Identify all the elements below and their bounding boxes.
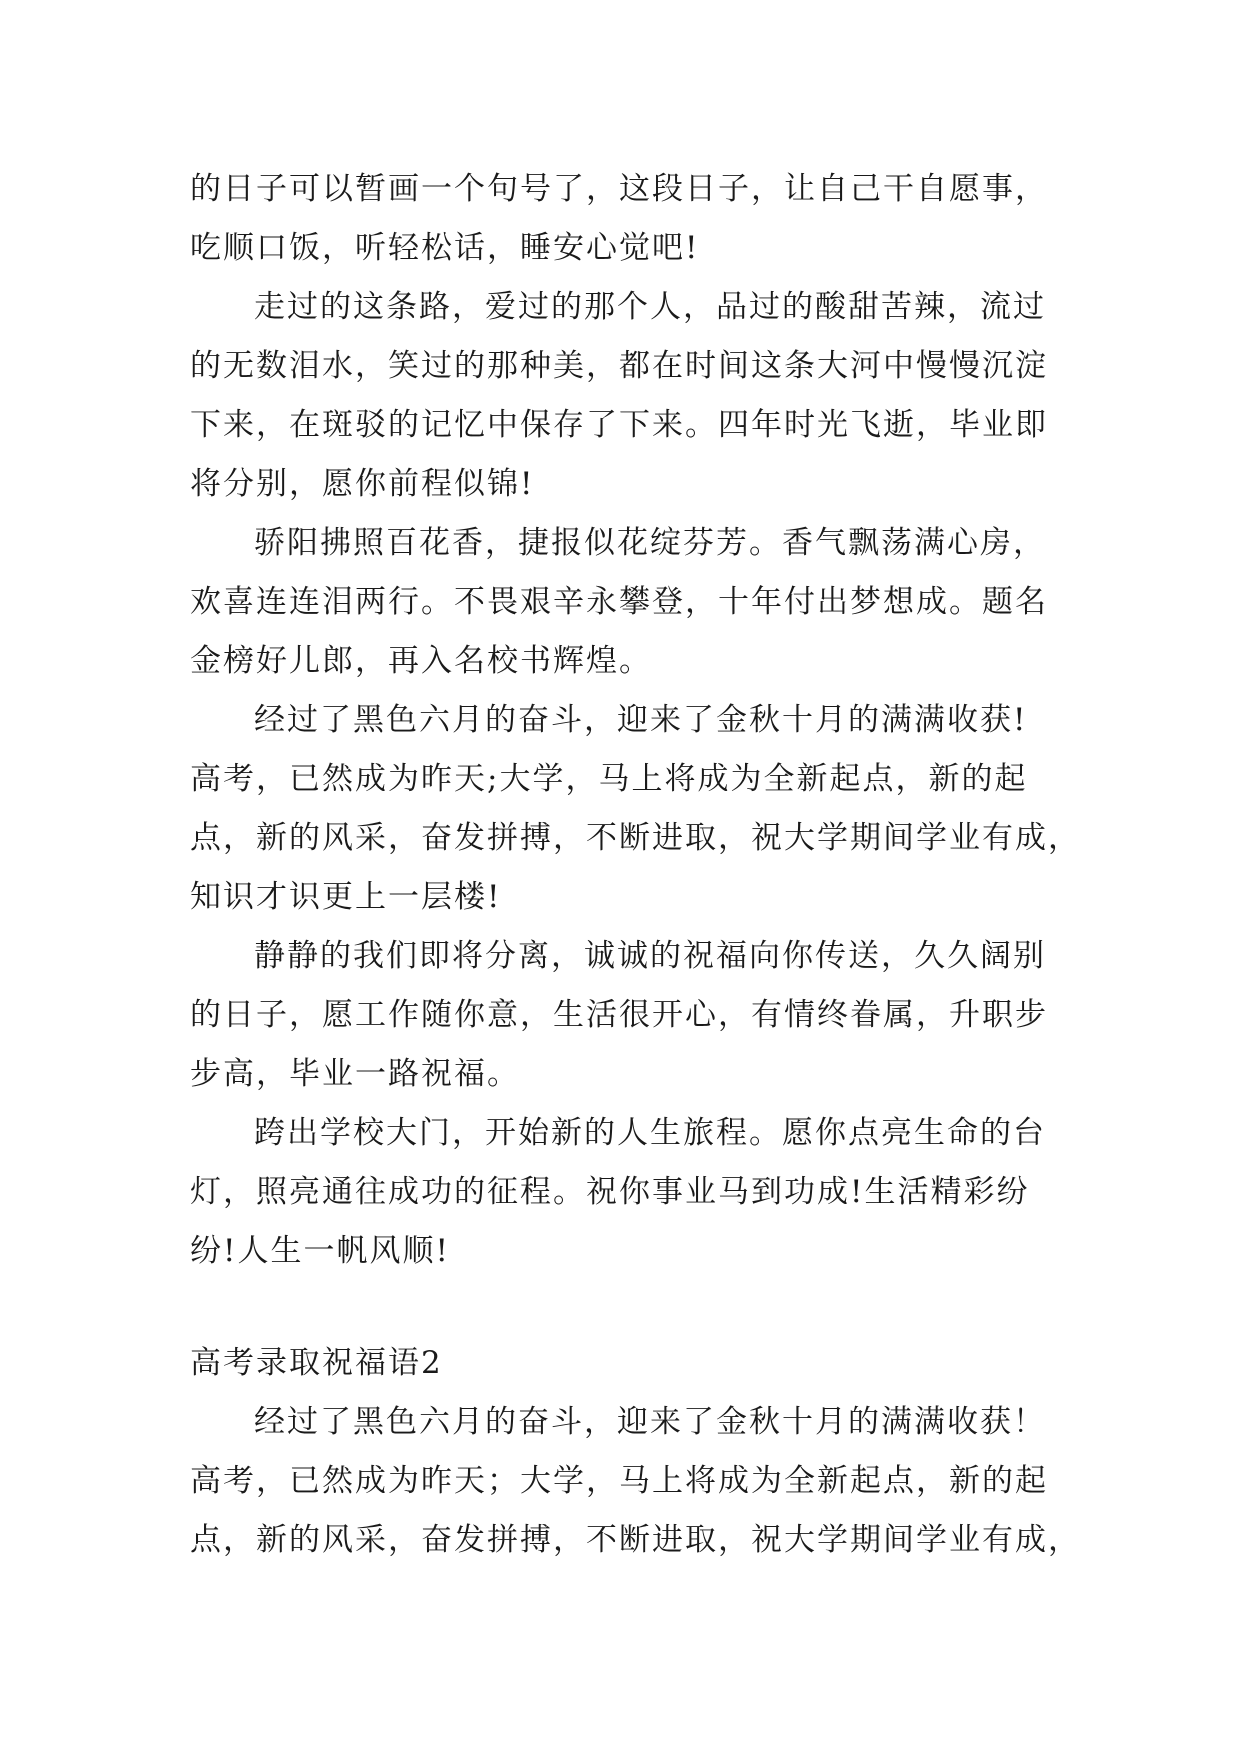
paragraph-start-line: 走过的这条路，爱过的那个人，品过的酸甜苦辣，流过 <box>254 289 1046 325</box>
document-page <box>190 160 1081 1570</box>
text-line: 步高，毕业一路祝福。 <box>190 1056 520 1092</box>
text-line: 纷!人生一帆风顺! <box>190 1233 450 1269</box>
text-line: 点，新的风采，奋发拼搏，不断进取，祝大学期间学业有成， <box>190 820 1081 856</box>
paragraph-start-line: 骄阳拂照百花香，捷报似花绽芬芳。香气飘荡满心房， <box>254 525 1046 561</box>
text-line: 下来，在斑驳的记忆中保存了下来。四年时光飞逝，毕业即 <box>190 407 1048 443</box>
text-line: 金榜好儿郎，再入名校书辉煌。 <box>190 643 652 679</box>
paragraph-start-line: 静静的我们即将分离，诚诚的祝福向你传送，久久阔别 <box>254 938 1046 974</box>
text-line: 的日子，愿工作随你意，生活很开心，有情终眷属，升职步 <box>190 997 1048 1033</box>
paragraph-start-line: 跨出学校大门，开始新的人生旅程。愿你点亮生命的台 <box>254 1115 1046 1151</box>
paragraph-start-line: 经过了黑色六月的奋斗，迎来了金秋十月的满满收获！ <box>254 1404 1046 1440</box>
paragraph-start-line: 经过了黑色六月的奋斗，迎来了金秋十月的满满收获! <box>254 702 1028 738</box>
text-line: 吃顺口饭，听轻松话，睡安心觉吧! <box>190 230 700 266</box>
text-line: 将分别，愿你前程似锦! <box>190 466 535 502</box>
text-line: 灯，照亮通往成功的征程。祝你事业马到功成!生活精彩纷 <box>190 1174 1030 1210</box>
text-line: 的无数泪水，笑过的那种美，都在时间这条大河中慢慢沉淀 <box>190 348 1048 384</box>
section-gap <box>190 1281 1060 1334</box>
text-line: 高考，已然成为昨天；大学，马上将成为全新起点，新的起 <box>190 1463 1048 1499</box>
text-line: 高考，已然成为昨天;大学，马上将成为全新起点，新的起 <box>190 761 1028 797</box>
text-line: 知识才识更上一层楼! <box>190 879 502 915</box>
section-heading: 高考录取祝福语2 <box>190 1345 443 1381</box>
text-line: 欢喜连连泪两行。不畏艰辛永攀登，十年付出梦想成。题名 <box>190 584 1048 620</box>
text-line: 点，新的风采，奋发拼搏，不断进取，祝大学期间学业有成， <box>190 1522 1081 1558</box>
text-line: 的日子可以暂画一个句号了，这段日子，让自己干自愿事， <box>190 171 1048 207</box>
